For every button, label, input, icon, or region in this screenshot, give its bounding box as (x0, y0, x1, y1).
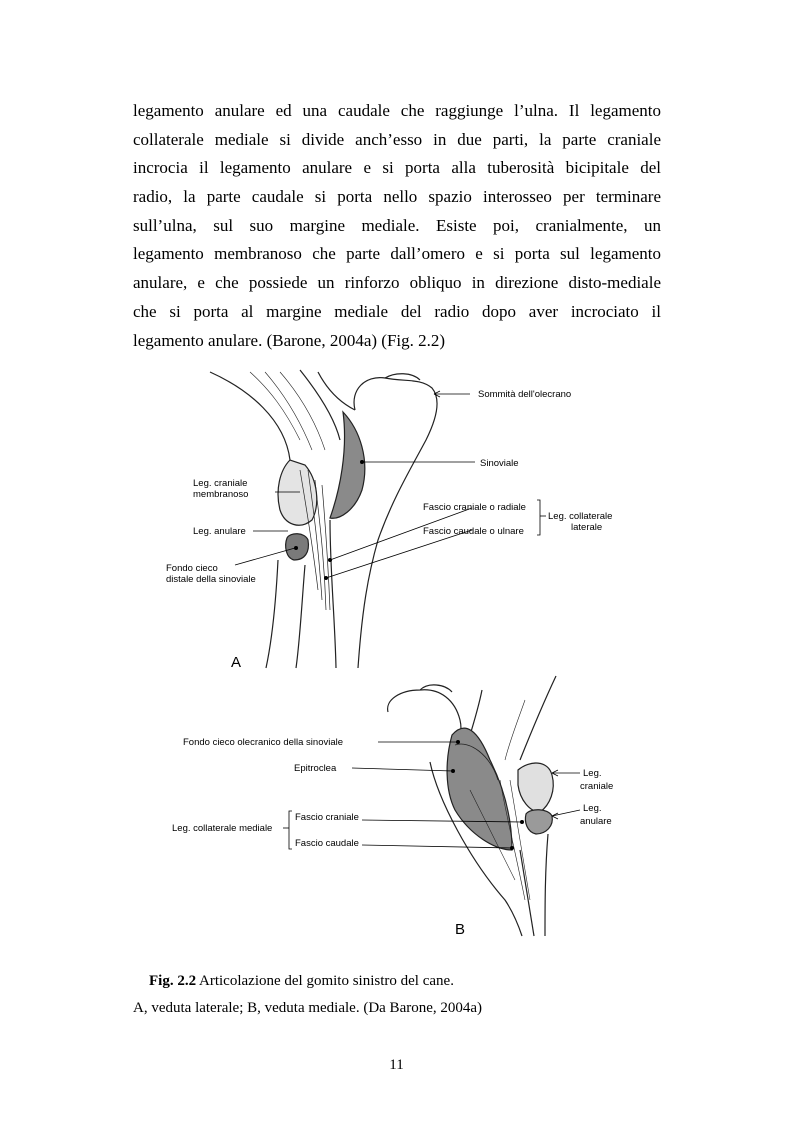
body-line: che si porta al margine mediale del radio dopo aver incrociato il (133, 301, 661, 321)
panel-a-leaders (235, 391, 546, 578)
label-fascio-craniale-b: Fascio craniale (295, 812, 359, 823)
label-leg-anulare-b-line1: Leg. (583, 803, 602, 814)
body-line: collaterale mediale si divide anch’esso in due parti, la parte craniale (133, 129, 661, 149)
label-leg-craniale-b-line1: Leg. (583, 768, 602, 779)
body-line: anulare, e che possiede un rinforzo obliquo in direzione disto-mediale (133, 273, 661, 293)
body-line: incrocia il legamento anulare e si porta alla tuberosità bicipitale del (133, 158, 661, 178)
figure-caption (133, 968, 693, 1022)
body-paragraph (133, 97, 661, 355)
label-leg-craniale-b-line2: craniale (580, 781, 614, 792)
label-fondo-cieco-olecranico: Fondo cieco olecranico della sinoviale (183, 737, 344, 748)
panel-b-drawing (388, 676, 556, 936)
body-line: legamento anulare. (Barone, 2004a) (Fig. 2.2) (133, 330, 446, 350)
panel-letter-b: B (455, 921, 466, 938)
body-line: legamento anulare ed una caudale che raggiunge l’ulna. Il legamento (133, 101, 661, 120)
caption-label: Fig. 2.2 (149, 973, 197, 989)
body-line: sull’ulna, sul suo margine mediale. Esiste poi, cranialmente, un (133, 215, 661, 235)
page-number: 11 (389, 1057, 404, 1073)
label-leg-collaterale-line2: laterale (571, 522, 603, 533)
label-leg-anulare: Leg. anulare (193, 526, 246, 537)
caption-title: Articolazione del gomito sinistro del cane. (196, 973, 454, 989)
body-line: radio, la parte caudale si porta nello spazio interosseo per terminare (133, 187, 661, 207)
panel-a-dots (294, 460, 364, 580)
label-fondo-cieco-line1: Fondo cieco (166, 563, 218, 574)
caption-line1 (133, 968, 693, 995)
label-fascio-caudale-b: Fascio caudale (295, 838, 359, 849)
label-sommita-olecrano: Sommità dell'olecrano (478, 389, 572, 400)
caption-line2: A, veduta laterale; B, veduta mediale. (Da Barone, 2004a) (133, 1000, 483, 1016)
label-fascio-caudale-ulnare: Fascio caudale o ulnare (423, 526, 524, 537)
label-leg-anulare-b-line2: anulare (580, 816, 612, 827)
label-leg-collaterale-mediale: Leg. collaterale mediale (172, 823, 273, 834)
panel-b-leaders (283, 742, 580, 849)
label-fascio-craniale-radiale: Fascio craniale o radiale (423, 502, 526, 513)
panel-b-dots (451, 740, 524, 850)
label-sinoviale: Sinoviale (480, 458, 519, 469)
panel-letter-a: A (231, 654, 242, 671)
panel-a-drawing (210, 370, 437, 668)
label-leg-collaterale-line1: Leg. collaterale (548, 511, 613, 522)
label-leg-craniale-line2: membranoso (193, 489, 249, 500)
label-epitroclea: Epitroclea (294, 763, 337, 774)
label-leg-craniale-line1: Leg. craniale (193, 478, 248, 489)
label-fondo-cieco-line2: distale della sinoviale (166, 574, 256, 585)
body-line: legamento membranoso che parte dall’omero e si porta sul legamento (133, 244, 661, 264)
